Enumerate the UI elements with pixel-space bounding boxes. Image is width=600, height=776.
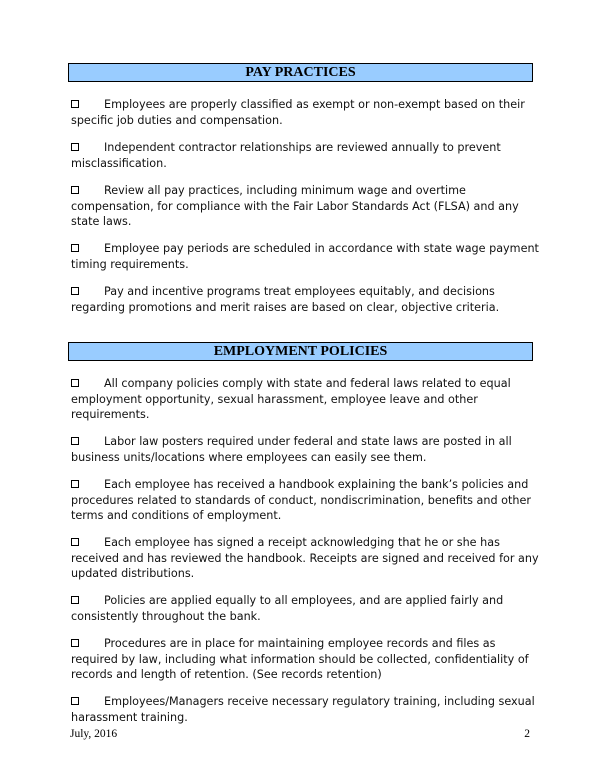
checklist-item (71, 434, 541, 465)
checklist-item (71, 593, 541, 624)
checklist-item-text: Employee pay periods are scheduled in accordance with state wage payment timing requirements. (71, 242, 539, 271)
checkbox-icon[interactable] (71, 186, 79, 194)
checklist-item (71, 183, 541, 230)
checklist-item-text: All company policies comply with state and federal laws related to equal employment opportunity, sexual harassment, employee leave and other requirements. (71, 377, 511, 421)
checkbox-icon[interactable] (71, 697, 79, 705)
checkbox-icon[interactable] (71, 379, 79, 387)
checklist-item-text: Employees/Managers receive necessary regulatory training, including sexual harassment training. (71, 695, 535, 724)
checklist-item (71, 694, 541, 725)
checkbox-icon[interactable] (71, 287, 79, 295)
checkbox-icon[interactable] (71, 437, 79, 445)
page-number: 2 (524, 728, 530, 740)
checkbox-icon[interactable] (71, 100, 79, 108)
checklist-item (71, 535, 541, 582)
checklist-item (71, 241, 541, 272)
checklist-item-text: Review all pay practices, including minimum wage and overtime compensation, for compliance with the Fair Labor Standards Act (FLSA) and any state laws. (71, 184, 519, 228)
checklist-item (71, 284, 541, 315)
checklist-item-text: Labor law posters required under federal and state laws are posted in all business units/locations where employees can easily see them. (71, 435, 512, 464)
section-heading-employment-policies: EMPLOYMENT POLICIES (68, 342, 533, 361)
checklist-item-text: Procedures are in place for maintaining employee records and files as required by law, including what information should be collected, confidentiality of records and length of retention. (See records retention) (71, 637, 529, 681)
footer-date: July, 2016 (70, 728, 118, 740)
checklist-item-text: Policies are applied equally to all employees, and are applied fairly and consistently throughout the bank. (71, 594, 504, 623)
checkbox-icon[interactable] (71, 538, 79, 546)
section-heading-pay-practices: PAY PRACTICES (68, 63, 533, 82)
checkbox-icon[interactable] (71, 480, 79, 488)
checklist-item (71, 97, 541, 128)
checklist-item (71, 636, 541, 683)
checkbox-icon[interactable] (71, 143, 79, 151)
checklist-item-text: Each employee has received a handbook explaining the bank’s policies and procedures related to standards of conduct, nondiscrimination, benefits and other terms and conditions of employment. (71, 478, 531, 522)
checklist-item (71, 477, 541, 524)
checkbox-icon[interactable] (71, 596, 79, 604)
checklist-item-text: Each employee has signed a receipt acknowledging that he or she has received and has reviewed the handbook. Receipts are signed and received for any updated distributions. (71, 536, 539, 580)
checklist-item (71, 376, 541, 423)
checklist-item (71, 140, 541, 171)
checklist-item-text: Employees are properly classified as exempt or non-exempt based on their specific job duties and compensation. (71, 98, 525, 127)
checkbox-icon[interactable] (71, 244, 79, 252)
checklist-item-text: Independent contractor relationships are reviewed annually to prevent misclassification. (71, 141, 501, 170)
checkbox-icon[interactable] (71, 639, 79, 647)
checklist-item-text: Pay and incentive programs treat employees equitably, and decisions regarding promotions and merit raises are based on clear, objective criteria. (71, 285, 500, 314)
